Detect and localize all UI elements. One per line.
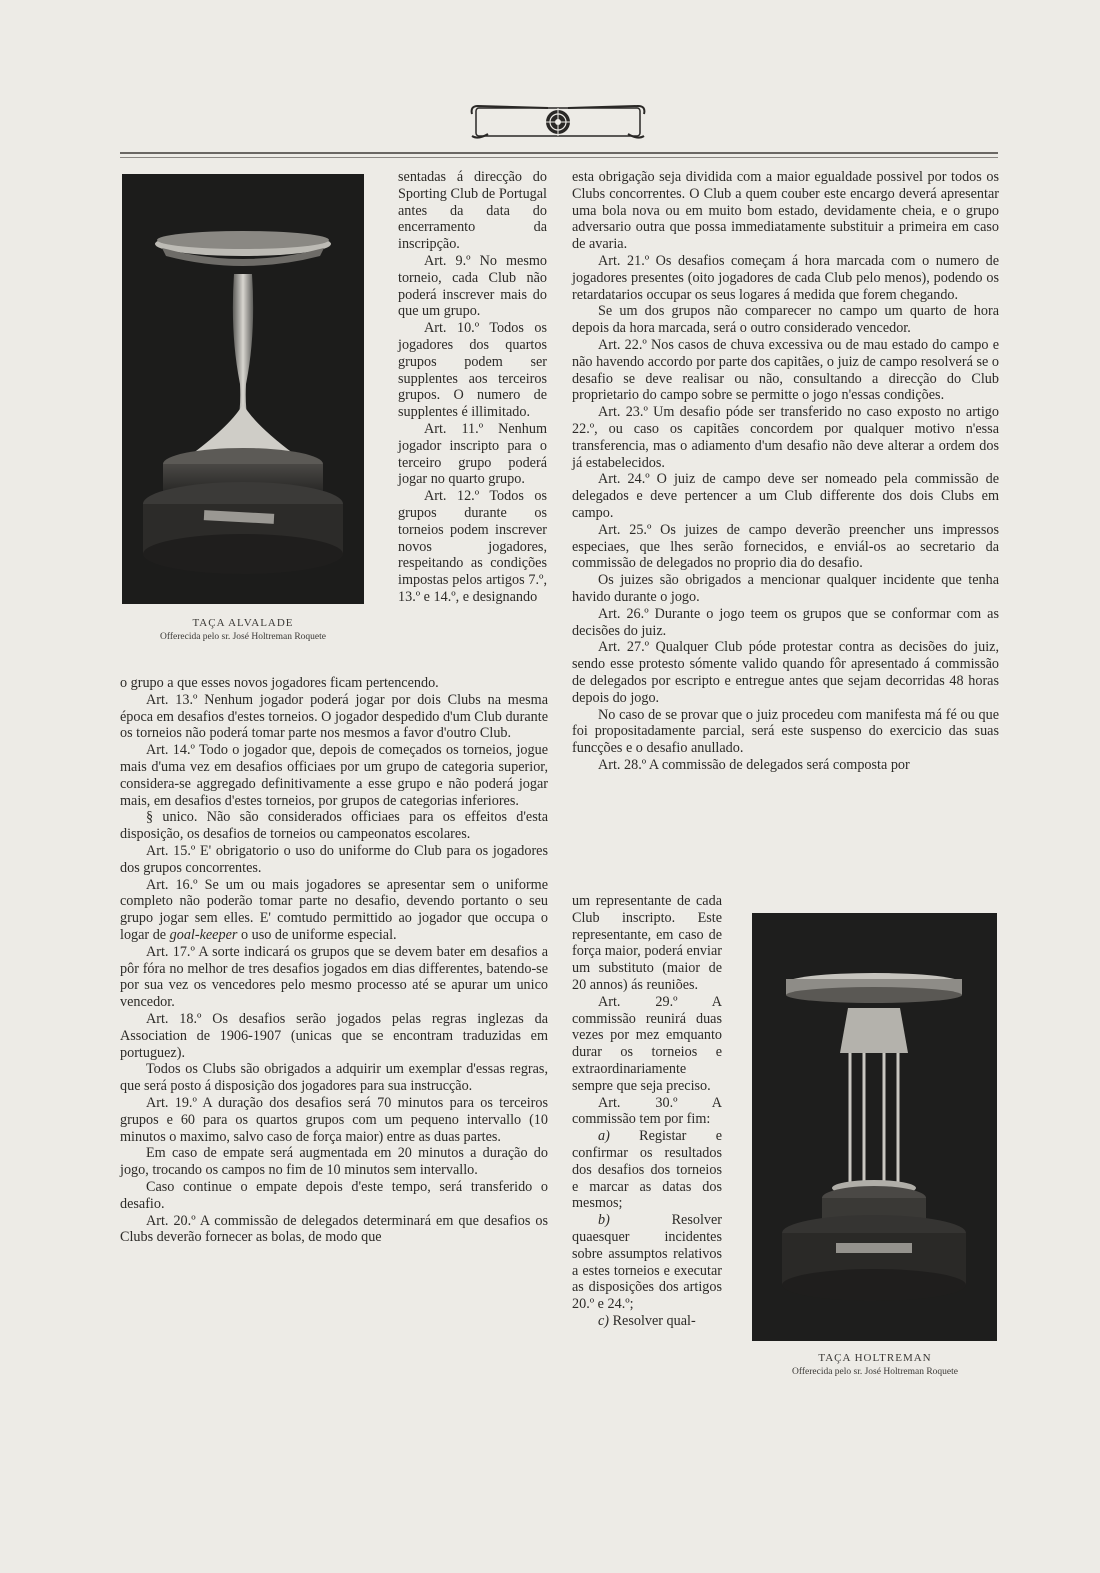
art16-before: Art. 16.º Se um ou mais jogadores se apresentar sem o uniforme completo não poderão tomar parte no desafio, devendo portanto o seu grupo jogar sem elles. E' comtudo permittido ao jogador que occupa o logar de — [120, 876, 548, 943]
paragraph: esta obrigação seja dividida com a maior egualdade possivel por todos os Clubs concorrentes. O Club a quem couber este encargo deverá apresentar uma bola nova ou em muito bom estado, devidamente cheia, e o grupo adversario outra que possa immediatamente substituir a primeira em caso de avaria. — [572, 169, 999, 253]
paragraph: Todos os Clubs são obrigados a adquirir um exemplar d'essas regras, que será posto á disposição dos jogadores para sua instrucção. — [120, 1061, 548, 1095]
paragraph-art9: Art. 9.º No mesmo torneio, cada Club não poderá inscrever mais do que um grupo. — [398, 252, 547, 320]
paragraph-art18: Art. 18.º Os desafios serão jogados pelas regras inglezas da Association de 1906-1907 (unicas que se encontram traduzidas em portuguez). — [120, 1010, 548, 1061]
art16-italic: goal-keeper — [169, 926, 238, 943]
caption-left-title: TAÇA ALVALADE — [192, 617, 294, 629]
paragraph: sentadas á direcção do Sporting Club de Portugal antes da data do encerramento da inscripção. — [398, 169, 547, 253]
item-text: Resolver quaesquer incidentes sobre assumptos relativos a estes torneios e executar as disposições dos artigos 20.º e 24.º; — [572, 1212, 722, 1313]
paragraph: o grupo a que esses novos jogadores ficam pertencendo. — [120, 675, 439, 691]
paragraph: um representante de cada Club inscripto. Este representante, em caso de força maior, poderá enviar um substituto (maior de 20 annos) ás reuniões. — [572, 893, 722, 993]
photo-taca-holtreman — [752, 913, 997, 1341]
caption-right-subtitle: Offerecida pelo sr. José Holtreman Roquete — [791, 1367, 959, 1377]
col1-narrow — [398, 169, 547, 606]
col2-narrow — [572, 893, 722, 1330]
masthead-logo — [468, 100, 648, 142]
art30-item-b — [572, 1212, 722, 1313]
paragraph: No caso de se provar que o juiz procedeu com manifesta má fé ou que foi propositadamente parcial, será este suspenso do exercicio das suas funcções e o desafio anullado. — [572, 706, 999, 757]
paragraph-art29: Art. 29.º A commissão reunirá duas vezes por mez emquanto durar os torneios e extraordinariamente sempre que seja preciso. — [572, 993, 722, 1094]
paragraph-art22: Art. 22.º Nos casos de chuva excessiva ou de mau estado do campo e não havendo accordo por parte dos capitães, o juiz de campo resolverá se o desafio se deve realisar ou não, consultando a direcção do Club proprietario do campo sobre se permitte o jogo n'essas condições. — [572, 336, 999, 404]
paragraph-art13: Art. 13.º Nenhum jogador poderá jogar por dois Clubs na mesma época em desafios d'estes torneios. O jogador despedido d'um Club durante os torneios não poderá tomar parte nos mesmos a favor d'outro Club. — [120, 691, 548, 742]
art16-after: o uso de uniforme especial. — [237, 926, 397, 943]
item-text: Registar e confirmar os resultados dos desafios dos torneios e marcar as datas dos mesmos; — [572, 1128, 722, 1212]
paragraph: Caso continue o empate depois d'este tempo, será transferido o desafio. — [120, 1178, 548, 1212]
paragraph-unico: § unico. Não são considerados officiaes para os effeitos d'esta disposição, os desafios de torneios ou campeonatos escolares. — [120, 809, 548, 843]
col2-wide — [572, 169, 999, 774]
paragraph-art25: Art. 25.º Os juizes de campo deverão preencher uns impressos especiaes, que lhes serão fornecidos, e enviál-os ao secretario da commissão de delegados no proprio dia do desafio. — [572, 521, 999, 572]
item-text: Resolver qual- — [609, 1312, 696, 1329]
paragraph: Em caso de empate será augmentada em 20 minutos a duração do jogo, trocando os campos no fim de 10 minutos sem intervallo. — [120, 1145, 548, 1179]
caption-right-title: TAÇA HOLTREMAN — [818, 1352, 932, 1364]
paragraph-art27: Art. 27.º Qualquer Club póde protestar contra as decisões do juiz, sendo esse protesto sómente valido quando fôr apresentado á commissão de delegados por escripto e entregue antes que sejam decorridas 48 horas depois do jogo. — [572, 639, 999, 706]
paragraph-art12: Art. 12.º Todos os grupos durante os torneios podem inscrever novos jogadores, respeitando as condições impostas pelos artigos 7.º, 13.º e 14.º, e designando — [398, 488, 547, 605]
item-letter: b) — [598, 1212, 610, 1229]
header-rule — [120, 152, 998, 154]
trophy-holtreman-image — [752, 913, 997, 1341]
art30-item-c — [572, 1313, 722, 1330]
paragraph-art23: Art. 23.º Um desafio póde ser transferido no caso exposto no artigo 22.º, ou caso os capitães concordem por qualquer motivo n'essa transferencia, mas o adiamento d'um desafio não deve alterar a ordem dos já estabelecidos. — [572, 404, 999, 471]
paragraph-art11: Art. 11.º Nenhum jogador inscripto para o terceiro grupo poderá jogar no quarto grupo. — [398, 420, 547, 488]
paragraph-art15: Art. 15.º E' obrigatorio o uso do uniforme do Club para os jogadores dos grupos concorrentes. — [120, 842, 548, 876]
paragraph: Os juizes são obrigados a mencionar qualquer incidente que tenha havido durante o jogo. — [572, 572, 999, 605]
item-letter: c) — [598, 1312, 610, 1329]
col1-wide — [120, 675, 548, 1246]
trophy-alvalade-image — [122, 174, 364, 604]
caption-left-subtitle: Offerecida pelo sr. José Holtreman Roquete — [159, 632, 327, 642]
paragraph-art14: Art. 14.º Todo o jogador que, depois de começados os torneios, jogue mais d'uma vez em desafios officiaes por um grupo de categoria superior, considera-se aggregado definitivamente a esse grupo e não poderá jogar mais, em desafios d'estes torneios, por grupos de categorias inferiores. — [120, 742, 548, 809]
paragraph-art24: Art. 24.º O juiz de campo deve ser nomeado pela commissão de delegados e deve pertencer a um Club differente dos dois Clubs em campo. — [572, 471, 999, 521]
paragraph: Se um dos grupos não comparecer no campo um quarto de hora depois da hora marcada, será o outro considerado vencedor. — [572, 303, 999, 337]
item-letter: a) — [598, 1128, 610, 1145]
paragraph-art28: Art. 28.º A commissão de delegados será composta por — [598, 756, 910, 773]
caption-right — [744, 1352, 1006, 1377]
paragraph-art10: Art. 10.º Todos os jogadores dos quartos grupos podem ser supplentes aos terceiros grupos. O numero de supplentes é illimitado. — [398, 320, 547, 421]
paragraph-art16 — [120, 877, 548, 944]
caption-left — [114, 617, 372, 642]
paragraph-art30: Art. 30.º A commissão tem por fim: — [572, 1094, 722, 1128]
paragraph-art17: Art. 17.º A sorte indicará os grupos que se devem bater em desafios a pôr fóra no melhor de tres desafios jogados em dias differentes, batendo-se por sua vez os vencedores pelo mesmo processo até se apurar um unico vencedor. — [120, 943, 548, 1011]
header-rule-thin — [120, 157, 998, 158]
paragraph-art21: Art. 21.º Os desafios começam á hora marcada com o numero de jogadores presentes (oito jogadores de cada Club pelo menos), podendo os retardatarios occupar os seus logares á medida que forem chegando. — [572, 252, 999, 303]
paragraph-art26: Art. 26.º Durante o jogo teem os grupos que se conformar com as decisões do juiz. — [572, 605, 999, 639]
photo-taca-alvalade — [122, 174, 364, 604]
art30-item-a — [572, 1128, 722, 1212]
paragraph-art20: Art. 20.º A commissão de delegados determinará em que desafios os Clubs deverão fornecer as bolas, de modo que — [120, 1212, 548, 1246]
paragraph-art19: Art. 19.º A duração dos desafios será 70 minutos para os terceiros grupos e 60 para os quartos grupos com um pequeno intervallo (10 minutos o maximo, salvo caso de força maior) entre as duas partes. — [120, 1094, 548, 1145]
